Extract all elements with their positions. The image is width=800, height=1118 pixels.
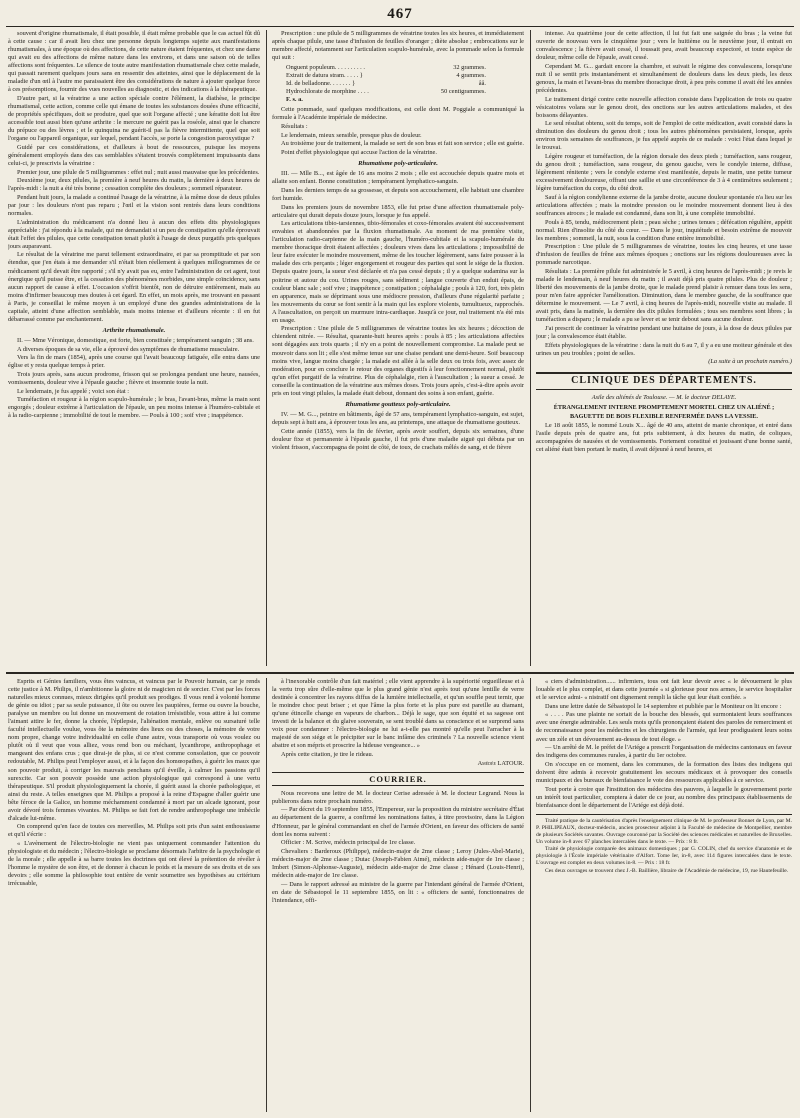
- paragraph: Prescription : une pilule de 5 milligrammes de vératrine toutes les six heures, et immédiatement après chaque pilule, une tasse d'infusion de feuilles d'oranger ; diète absolue ; embrocations sur le membre affecté, notamment sur l'articulation scapulo-humérale, avec la pommade selon la formule qui suit :: [272, 30, 524, 62]
- bottom-column-1: [8, 678, 260, 1114]
- column-divider: [266, 30, 267, 666]
- paragraph: D'autre part, si la vératrine a une action spéciale contre l'élément, la diathèse, le principe rhumatismal, cette action, comme celle qui émane de toutes les substances douées d'une efficacité, de propriétés spécifiques, doit se produire, quel que soit l'organe affecté ; une kératite doit lui être accessible tout aussi bien qu'une arthrite : le mercure ne guérit pas la roséole, ainsi que le chancre du prépuce ou des lèvres ; et le quinquina ne guérit-il pas la fièvre intermittente, quel que soit l'organe ou l'appareil organique, sur lequel, pendant l'accès, se porte la congestion paroxystique ?: [8, 94, 260, 143]
- top-column-3: [536, 30, 792, 668]
- paragraph: L'administration du médicament n'a donné lieu à aucun des effets dits physiologiques appréciable : j'ai répondu à la malade, qui me demandait si un peu de constipation qu'elle éprouvait était l'effet des pilules, que cette constipation tenait plutôt à l'usage de deux purgatifs pris quelques jours auparavant.: [8, 218, 260, 250]
- case-3-paragraphs: [272, 170, 524, 398]
- case-title-2: BAGUETTE DE BOIS FLEXIBLE RENFERMÉE DANS LA VESSIE.: [570, 412, 758, 420]
- courrier-paragraphs: [272, 790, 524, 905]
- paragraph: Nous recevons une lettre de M. le docteur Cerise adressée à M. le docteur Legrand. Nous la publierons dans notre prochain numéro.: [272, 789, 524, 805]
- book-notices: [536, 818, 792, 875]
- paragraph: J'ai prescrit de continuer la vératrine pendant une huitaine de jours, à la dose de deux pilules par jour ; la convalescence était établie.: [536, 325, 792, 341]
- results-paragraphs: [272, 106, 524, 157]
- section-heading-arthrite: Arthrite rhumatismale.: [102, 326, 166, 334]
- paragraph: Effets physiologiques de la vératrine : dans la nuit du 6 au 7, il y a eu une moiteur générale et des urines un peu troubles ; point de selles.: [536, 341, 792, 357]
- case-2-paragraphs: [8, 337, 260, 420]
- paragraph: Vers la fin de mars (1854), après une course qui l'avait beaucoup fatiguée, elle entra dans une église et y resta quelque temps à prier.: [8, 354, 260, 370]
- paragraph: Dans les derniers temps de sa grossesse, et depuis son accouchement, elle habitait une chambre fort humide.: [272, 186, 524, 202]
- paragraph: Les articulations tibio-tarsiennes, tibio-fémorales et coxo-fémorales avaient été successivement envahies et abandonnées par la fluxion rhumatismale. Au moment de ma première visite, l'articulation radio-carpienne de la main gauche, l'huméro-cubitale et la scapulo-humérale du membre thoracique droit étaient affectées ; douleurs vives dans les articulations ; impossibilité de leur faire exécuter le moindre mouvement, même de les toucher légèrement, sans faire pousser à la malade des cris perçants ; léger engorgement et rougeur des parties qui sont le siége de la fluxion. Depuis quatre jours, la sueur s'est déclarée et n'a pas cessé depuis ; il y a quelque sudamina sur la poitrine et autour du cou. Urines rouges, sans sédiment ; langue couverte d'un enduit épais, de couleur blanc sale ; soif vive ; inappétence ; constipation ; céphalalgie ; pouls à 120, fort, très plein en apparence, mais se déprimant sous une médiocre pression, d'ailleurs d'une régularité parfaite ; les mouvements du cœur se font sentir à la main qui les explore violents, tumultueux, rapprochés. A l'auscultation, on perçoit un murmure intra-cardiaque. Jusqu'à ce jour, nul traitement n'a été mis en usage.: [272, 220, 524, 324]
- feuilleton-continued: [272, 678, 524, 759]
- paragraph: — Par décret du 19 septembre 1855, l'Empereur, sur la proposition du ministre secrétaire d'État au département de la guerre, a confirmé les nominations faites, à titre provisoire, dans la Légion d'Honneur, par le général commandant en chef de l'armée d'Orient, en faveur des officiers de santé dont les noms suivent :: [272, 806, 524, 838]
- paragraph: Traité de physiologie comparée des animaux domestiques ; par G. COLIN, chef du service d'anatomie et de physiologie à l'École impériale vétérinaire d'Alfort. Tome Ier, in-8, avec 114 figures intercalées dans le texte. L'ouvrage est complet en deux volumes in-8. — Prix : 18 fr.: [536, 846, 792, 867]
- paragraph: à l'inexorable contrôle d'un fait matériel ; elle vient apprendre à la supériorité orgueilleuse et à la vertu trop sûre d'elle-même que le plus grand génie n'est après tout qu'une lentille de verre destinée à concentrer les rayons diffus de la lumière intellectuelle, et qu'un souffle peut ternir, que le moindre choc peut briser ; et que l'âme la plus forte et la plus pure est pareille au diamant, qu'une étincelle change en vapeurs de charbon... Déjà le sage, que son équité et sa sagesse ont investi de la balance et du glaive souverain, se sent troublé dans sa conscience et se surprend sans voix pour condamner : l'électro-biologie ne lui a-t-elle pas montré qu'elle peut l'arracher à la majesté de son siége et le précipiter sur le banc infâme des criminels ? La nouvelle science vient abattre et son mépris et proscrire la hideuse vengeance... »: [272, 678, 524, 750]
- paragraph: Le traitement dirigé contre cette nouvelle affection consiste dans l'application de trois ou quatre vésicatoires volans sur le genou droit, des onctions sur les autres articulations malades, et des boissons délayantes.: [536, 95, 792, 119]
- paragraph: « L'avènement de l'électro-biologie ne vient pas uniquement commander l'attention du physiologiste et du médecin ; l'électro-biologie se proclame désormais l'arbitre de la psychologie et de la morale ; elle appelle à sa barre toutes les doctrines qui ont élevé la prétention de révéler à l'homme le mystère de son être, et de donner à chacun le poids et la mesure de ses droits et de ses devoirs ; elle somme la philosophie tout entière de venir soumettre ses hypothèses au critérium irrécusable,: [8, 840, 260, 888]
- paragraph: Guidé par ces considérations, et d'ailleurs à bout de ressources, puisque les moyens généralement employés dans des cas semblables s'étaient trouvés complètement impuissants dans celui-ci, je prescrivis la vératrine :: [8, 143, 260, 167]
- courrier-header: COURRIER.: [272, 772, 524, 786]
- prescription-paragraphs: [272, 30, 524, 62]
- column-divider: [266, 678, 267, 1112]
- paragraph: Ces deux ouvrages se trouvent chez J.-B. Baillière, libraire de l'Académie de médecine, 19, rue Hautefeuille.: [545, 867, 789, 874]
- paragraph: Cette année (1855), vers la fin de février, après avoir souffert, depuis six semaines, d'une douleur fixe et permanente à l'épaule gauche, il fut pris d'une maladie aiguë qui débuta par un violent frisson, s'accompagna de point de côté, de toux, de crachats mêlés de sang, et de fièvre: [272, 427, 524, 451]
- paragraph: — Un arrêté de M. le préfet de l'Ariége a prescrit l'organisation de médecins cantonaux en faveur des indigens des communes rurales, à partir du 1er octobre.: [536, 744, 792, 760]
- paragraph: Pendant huit jours, la malade a continué l'usage de la vératrine, à la même dose de deux pilules par jour : les douleurs n'ont pas reparu ; l'œil et la vision sont rentrés dans leurs conditions normales.: [8, 193, 260, 217]
- paragraph: Au troisième jour de traitement, la malade se sert de son bras et fait son service ; elle est guérie.: [281, 140, 524, 148]
- paragraph: Premier jour, une pilule de 5 milligrammes : effet nul ; nuit aussi mauvaise que les précédentes.: [17, 168, 260, 176]
- paragraph: A diverses époques de sa vie, elle a éprouvé des symptômes de rhumatisme musculaire.: [17, 345, 240, 353]
- paragraph: Le seul résultat obtenu, soit du temps, soit de l'emploi de cette médication, avait consisté dans la diminution des douleurs du genou droit ; tous les autres phénomènes persistaient, lorsque, après environ trois semaines de souffrances, je fus appelé auprès de ce malade : voici l'état dans lequel je le trouvai.: [536, 120, 792, 152]
- paragraph: Dans une lettre datée de Sébastopol le 14 septembre et publiée par le Moniteur on lit encore :: [545, 702, 782, 710]
- paragraph: « . . . . Pas une plainte ne sortait de la bouche des blessés, qui surmontaient leurs souffrances avec une énergie admirable. Les seuls mots qu'ils prononçaient étaient des paroles de remerciment et de reconnaissance pour les médecins et les chirurgiens de l'armée, qui leur prodiguaient leurs soins avec un zèle et un dévouement au-dessus de tout éloge. »: [536, 711, 792, 743]
- paragraph: Point d'effet physiologique qui accuse l'action de la vératrine.: [281, 149, 437, 157]
- news-paragraphs: [536, 678, 792, 810]
- paragraph: Deuxième jour, deux pilules, la première à neuf heures du matin, la dernière à deux heures de l'après-midi : la nuit a été très bonne ; cessation complète des douleurs ; sommeil réparateur.: [8, 177, 260, 193]
- case-paragraphs: [536, 422, 792, 454]
- author-signature: Amédée LATOUR.: [477, 759, 524, 767]
- paragraph: Légère rougeur et tuméfaction, de la région dorsale des deux pieds ; tuméfaction, sans rougeur, du genou droit ; tuméfaction, sans rougeur, du genou gauche, vers le condyle interne, diffuse, légèrement rénitente ; vers le condyle externe s'est manifestée, depuis le matin, une petite tumeur excessivement douloureuse, offrant une saillie et une circonférence de 3 à 4 centimètres seulement ; légère tuméfaction du corps, du côté droit.: [536, 153, 792, 193]
- header-rule: [6, 26, 794, 27]
- column-divider: [530, 30, 531, 666]
- paragraph: Traité pratique de la cautérisation d'après l'enseignement clinique de M. le professeur Bonnet de Lyon, par M. P. PHILIPEAUX, docteur-médecin, ancien prosecteur adjoint à la Faculté de médecine de Montpellier, membre de plusieurs Sociétés savantes. Ouvrage couronné par la Société des sciences médicales et naturelles de Bruxelles. Un volume in-8 avec 67 planches intercalées dans le texte. — Prix : 8 fr.: [536, 817, 792, 845]
- paragraph: III. — Mlle B..., est âgée de 16 ans moins 2 mois ; elle est accouchée depuis quatre mois et allaite son enfant. Bonne constitution ; tempérament lymphatico-sanguin.: [272, 170, 524, 186]
- paragraph: Le 18 août 1855, le nommé Louis X... âgé de 40 ans, atteint de manie chronique, et entré dans l'asile depuis près de quatre ans, fut pris subitement, à dix heures du matin, de coliques, accompagnées de nausées et de vomissements. Fortement constitué et jouissant d'une bonne santé, cet aliéné était bien portant le matin, il avait déjeuné à neuf heures, et: [536, 421, 792, 453]
- bottom-column-2: [272, 678, 524, 1114]
- case-title-1: ÉTRANGLEMENT INTERNE PROMPTEMENT MORTEL CHEZ UN ALIÉNÉ ;: [553, 403, 775, 411]
- top-column-2: [272, 30, 524, 668]
- paragraph: Esprits et Génies familiers, vous êtes vaincus, et vaincus par le Pouvoir humain, car je rends cette justice à M. Philips, il n'ambitionne la gloire ni de magicien ni de sorcier. C'est par les forces naturelles mieux connues, mieux dirigées qu'il produit ses prodiges. Il vous rend à volonté homme de génie ou idiot ; par sa seule puissance, il ôte ou ouvre les paupières, ferme ou ouvre la bouche, paralyse un membre ou lui donne un mouvement de rotation irrésistible, vous attire à lui comme l'aimant attire le fer, donne la chorée, l'épilepsie, l'aliénation mentale, enlève ou sursaturé telle faculté intellectuelle voulue, vous ôte la mémoire des lieux ou des choses, la mémoire de votre nom propre, change votre individualité en celle d'une autre, vous transporte où vous voulez ou plutôt où il veut que vous alliez, vous rend bon ou méchant, lycanthrope, anthropophage et mangeant des enfans crus ; que dirai-je de plus, si ce n'est comme consolation, que ce pouvoir redoutable, M. Philips peut l'employer aussi, et à la façon des homœopathes, à guérir les maux que son pouvoir produit, à corriger les mauvais penchans qu'il éveille, à calmer les passions qu'il surexcite. Car son pouvoir possède une action physiologique qui correspond à une vertu thérapeutique. S'il produit physiologiquement la chorée, il guérit aussi la chorée pathologique, et ainsi du reste. A telles enseignes que M. Philips a proposé à la reine d'Espagne d'aller guérir une bête féroce de la Galice, un homme méchamment condamné à mort par un alcade ignorant, pour avoir dévoré trois femmes vivantes. M. Philips se fait fort de rendre anthropophage une imbécile d'alcade lui-même.: [8, 678, 260, 822]
- clinique-header: CLINIQUE DES DÉPARTEMENTS.: [536, 372, 792, 389]
- books-rule: [536, 814, 792, 815]
- paragraph: — Dans le rapport adressé au ministre de la guerre par l'intendant général de l'armée d'Orient, en date de Sébastopol le 11 septembre 1855, on lit : « officiers de santé, fonctionnaires de l'intendance, offi-: [272, 880, 524, 904]
- paragraph: Dans les premiers jours de novembre 1853, elle fut prise d'une affection rhumatismale poly-articulaire qui durait depuis douze jours, lorsque je fus appelé.: [272, 203, 524, 219]
- suite-notice: (La suite à un prochain numéro.): [708, 358, 792, 366]
- feuilleton-paragraphs: [8, 678, 260, 888]
- paragraph: IV. — M. G..., peintre en bâtiments, âgé de 57 ans, tempérament lymphatico-sanguin, est sujet, depuis sept à huit ans, à éprouver tous les ans, au printemps, une attaque de rhumatisme goutteux.: [272, 410, 524, 426]
- paragraph: Résultats : La première pilule fut administrée le 5 avril, à cinq heures de l'après-midi ; je revis le malade le lendemain, à neuf heures du matin ; il avait déjà pris quatre pilules. Plus de douleur ; liberté des mouvements de la jambe droite, que le malade prend plaisir à remuer dans tous les sens, pour m'en faire apprécier l'amélioration. Diminution, dans le membre gauche, de la souffrance que détermine le mouvement. — Le 7 avril, à cinq heures de l'après-midi, nouvelle visite au malade. Il avait pris, dans la matinée, la dernière des dix pilules formulées ; tous ses membres sont libres ; la tuméfaction a disparu ; le malade a pu se lever et se tenir debout sans aucune douleur.: [536, 268, 792, 324]
- paragraph: Prescription : Une pilule de 5 milligrammes de vératrine, toutes les cinq heures, et une tasse d'infusion de feuilles de frêne aux mêmes époques ; onctions sur les régions douloureuses avec la pommade narcotique.: [536, 243, 792, 267]
- paragraph: Le lendemain, je fus appelé ; voici son état :: [17, 387, 130, 395]
- paragraph: Après cette citation, je tire le rideau.: [281, 751, 374, 759]
- paragraph: « ciers d'administration...... infirmiers, tous ont fait leur devoir avec « le dévouement le plus louable et le plus complet, et dans cette journée « si glorieuse pour nos armes, le service hospitalier et le service admi- « nistratif ont dignement rempli la tâche qui leur était confiée. »: [536, 678, 792, 702]
- asile-line: Asile des aliénés de Toulouse. — M. le docteur DELAYE.: [591, 393, 737, 401]
- paragraph: Tout porte à croire que l'institution des médecins des pauvres, à laquelle le gouvernement porte un intérêt tout particulier, comptera à dater de ce jour, au nombre des principaux établissements de bienfaisance dont le département de l'Ariége est déjà doté.: [536, 785, 792, 809]
- paragraph: On comprend qu'en face de toutes ces merveilles, M. Philips soit pris d'un saint enthousiasme et qu'il s'écrie :: [8, 823, 260, 839]
- paragraph: souvent d'origine rhumatismale, il était possible, il était même probable que le cas actuel fût dû à cette cause : car il avait lieu chez une personne depuis longtemps sujette aux manifestations rhumatismales, à une époque où des affections, de cette nature étaient fréquentes, et chez une dame qui avait eu des affections de même nature dans les environs, et dans une saison où de telles affections sont fréquentes. Le silence de toute autre manifestation rhumatismale chez cette malade, qui passait rarement quelques jours sans en ressentir des atteintes, ainsi que le déplacement de la maladie d'un œil à l'autre me paraissaient être des considérations de nature à ajouter quelque force à ces présomptions, fournir des vues nouvelles au diagnostic, et des indications à la thérapeutique.: [8, 30, 260, 94]
- section-heading-goutteux: Rhumatisme goutteux poly-articulaire.: [345, 400, 451, 408]
- paragraph: Trois jours après, sans aucun prodrome, frisson qui se prolongea pendant une heure, nausées, vomissements, douleur vive à l'épaule gauche ; fièvre et insomnie toute la nuit.: [8, 370, 260, 386]
- paragraph: Chevaliers : Barderoux (Philippe), médecin-major de 2me classe ; Leroy (Jules-Abel-Marie), médecin-major de 2me classe ; Dutac (Joseph-Fabien Aimé), médecin aide-major de 1re classe ; Imbert (Simon-Alphonse-Auguste), médecin aide-major de 2me classe ; Hénard (Louis-Henri), médecin aide-major de 1re classe.: [272, 847, 524, 879]
- case-4-continued-paragraphs: [536, 30, 792, 358]
- feuilleton-rule: [6, 672, 794, 674]
- column-divider: [530, 678, 531, 1112]
- bottom-column-3: [536, 678, 792, 1114]
- paragraph: II. — Mme Véronique, domestique, est forte, bien constituée ; tempérament sanguin ; 38 ans.: [17, 336, 254, 344]
- paragraph: Cependant M. G... gardait encore la chambre, et suivait le régime des convalescens, lorsqu'une nuit il se sentit pris instantanément et simultanément de douleurs dans les deux pieds, les deux genoux, la main et l'avant-bras du membre thoracique droit, à peu près comme il avait été les années précédentes.: [536, 62, 792, 94]
- paragraph: Officier : M. Scrive, médecin principal de 1re classe.: [281, 839, 416, 847]
- paragraph: Tuméfaction et rougeur à la région scapulo-humérale ; le bras, l'avant-bras, même la main sont engorgés ; douleur extrême à l'articulation de l'épaule, un peu moins intense à l'huméro-cubitale et à la radio-carpienne ; immobilité de tout le membre. — Pouls à 100 ; soif vive ; inappétence.: [8, 396, 260, 420]
- paragraph: Le résultat de la vératrine me parut tellement extraordinaire, et par sa promptitude et par son étendue, que j'en étais à me demander s'il n'était bien réellement à quelques millogrammes de ce médicament qu'il devait être rapporté ; s'il n'y avait pas eu, entre l'administration de cet agent, tout énergique qu'il puisse être, et la cessation des phénomènes morbides, une simple coïncidence, sans aucun rapport de cause à effet. L'occasion s'offrit bientôt, non de détruire entièrement, mais au moins d'infirmer beaucoup mes doutes à cet égard. En effet, un mois après, me trouvant en passant à Paris, je conseillai le même moyen à un employé d'une des grandes administrations de la capitale, atteint d'une affection semblable, mais moins intense et d'ailleurs récente : il en fut débarrassé comme par enchantement.: [8, 251, 260, 323]
- page-number: 467: [387, 6, 413, 22]
- pommade-formula: Onguent populeum. . . . . . . . . . 32 grammes. Extrait de datura stram. . . . . } 4 grammes. Id. de belladonne. . . . . . . } ââ. Hydrochlorate de morphine . . . . 50 centigrammes. F. s. a.: [286, 64, 486, 104]
- article-paragraphs: [8, 30, 260, 324]
- paragraph: Cette pommade, sauf quelques modifications, est celle dont M. Poggiale a communiqué la formule à l'Académie impériale de médecine.: [272, 106, 524, 122]
- paragraph: On s'occupe en ce moment, dans les communes, de la formation des listes des indigens qui doivent être admis à recevoir gratuitement les secours médicaux et à provoquer des conseils municipaux et des bureaux de bienfaisance le vote des ressources applicables à ce service.: [536, 760, 792, 784]
- paragraph: Sauf à la région condylienne externe de la jambe droite, aucune douleur spontanée n'a lieu sur les articulations affectées ; mais la moindre pression ou le moindre mouvement donnent lieu à des souffrances atroces ; le malade est condamné, dans son lit, à une complète immobilité.: [536, 193, 792, 217]
- section-heading-poly-articulaire: Rhumatisme poly-articulaire.: [358, 160, 438, 168]
- paragraph: intense. Au quatrième jour de cette affection, il lui fut fait une saignée du bras ; la veine fut ouverte de nouveau vers le cinquième jour ; vers le huitième ou le neuvième jour, il entrait en convalescence ; la fièvre avait cessé, il toussait peu, avait beaucoup expectoré, et toute espèce de douleur, même celle de l'épaule, avait cessé.: [536, 30, 792, 62]
- paragraph: Le lendemain, mieux sensible, presque plus de douleur.: [281, 131, 422, 139]
- paragraph: Prescription : Une pilule de 5 milligrammes de vératrine toutes les six heures ; décoction de chiendent nitrée. — Résultat, quarante-huit heures après : pouls à 85 ; les articulations affectées sont dégagées aux trois quarts ; il n'y en a point de nouvellement compromise. La malade peut se mouvoir dans son lit ; elle s'est même tenue sur une chaise pendant une demi-heure. Soif beaucoup moins vive, langue moins chargée ; la malade est allée à la selle deux ou trois fois, avec assez de modération, pour en conclure le retour des organes digestifs à leur fonctionnement normal, plutôt qu'un effet purgatif de la vératrine. Plus de céphalalgie, rien à l'auscultation ; la sueur a cessé. Je conseille la continuation de la vératrine aux mêmes doses. Trois jours après, c'est-à-dire après avoir pris en tout vingt pilules, la malade était debout, donnant des soins à son enfant, guérie.: [272, 325, 524, 397]
- paragraph: Pouls à 85, tendu, médiocrement plein ; peau sèche ; urines tenues ; défécation régulière, appétit normal. Rien d'insolite du côté du cœur. — Dans le jour, inquiétude et besoin extrême de mouvoir les membres ; sommeil, la nuit, sous la condition d'une entière immobilité.: [536, 218, 792, 242]
- case-4-paragraphs: [272, 411, 524, 452]
- paragraph: Résultats :: [281, 123, 308, 131]
- top-column-1: [8, 30, 260, 668]
